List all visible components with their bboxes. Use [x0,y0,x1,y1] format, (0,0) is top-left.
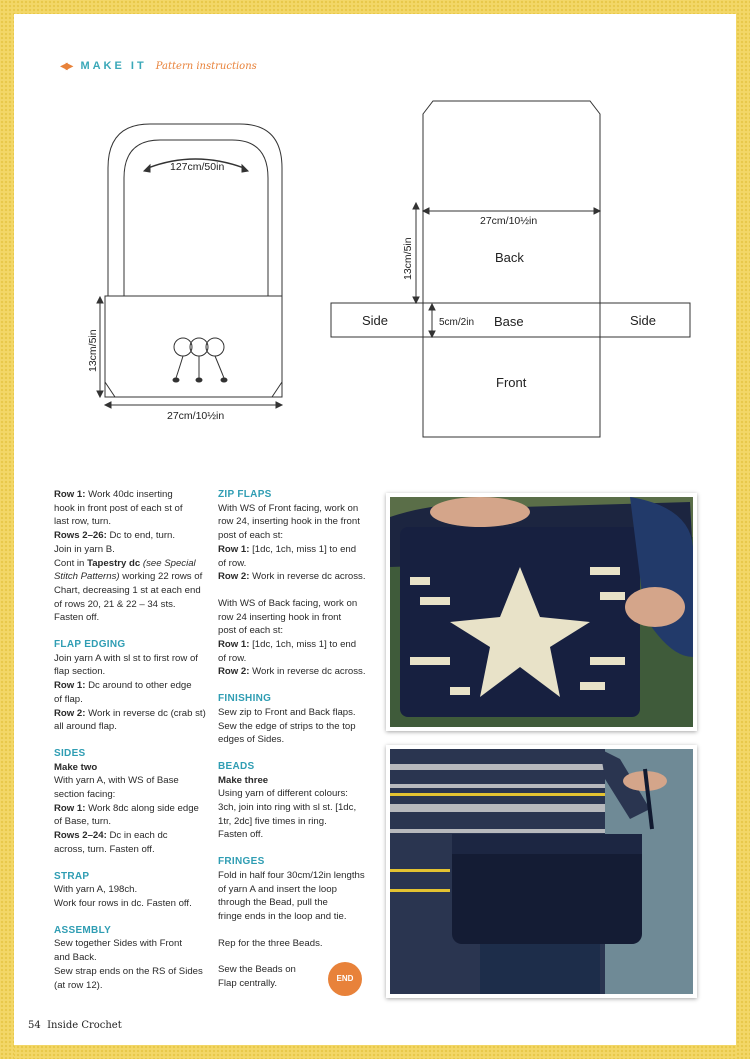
spacer [54,857,214,870]
body-text: post of each st: [218,530,284,542]
magazine-name: Inside Crochet [47,1020,122,1031]
instruction-line [54,897,214,911]
body-text: of row. [218,652,247,664]
instruction-line [54,598,214,612]
instruction-line [54,965,214,979]
section-heading: SIDES [54,747,86,759]
bold-text: Row 2: [218,666,250,678]
instruction-line [218,529,378,543]
body-text: (at row 12). [54,979,103,991]
body-text: row 24, inserting hook in the front [218,516,360,528]
section-heading: ZIP FLAPS [218,489,272,500]
instruction-line [54,515,214,529]
instruction-line [218,869,378,883]
page-footer [28,1020,122,1031]
body-text: Dc in each dc [106,830,168,842]
spacer [218,679,378,692]
instruction-line [54,543,214,557]
body-text: Using yarn of different colours: [218,788,348,800]
bold-text: Row 2: [54,707,86,719]
instruction-line [54,707,214,721]
body-text: and Back. [54,952,97,964]
body-text: hook in front post of each st of [54,502,183,514]
section-subtitle: Pattern instructions [155,61,257,72]
instruction-line [54,679,214,693]
spacer [218,924,378,937]
spacer [54,734,214,747]
instruction-line [54,979,214,993]
spacer [54,625,214,638]
instruction-line [218,502,378,516]
body-text: Fasten off. [54,612,100,624]
bold-text: Row 2: [218,571,250,583]
body-text: [1dc, 1ch, miss 1] to end [249,639,357,651]
spacer [218,950,378,963]
body-text: Dc around to other edge [85,680,192,692]
instruction-line [218,570,378,584]
body-text: Work in reverse dc across. [249,666,366,678]
body-text: through the Bead, pull the [218,897,328,909]
instruction-line [54,829,214,843]
body-text: Fold in half four 30cm/12in lengths [218,869,365,881]
body-text: of flap. [54,693,83,705]
body-text: across, turn. Fasten off. [54,843,155,855]
bag-width-label: 27cm/10½in [167,410,225,422]
instruction-line [218,638,378,652]
arrow-icon: ◀▶ [60,61,72,72]
side-right-label: Side [630,313,657,328]
body-text: Work 8dc along side edge [85,802,199,814]
bag-flap-photo [386,493,697,731]
body-text: flap section. [54,666,106,678]
instruction-line [54,774,214,788]
spacer [218,842,378,855]
instruction-line [218,733,378,747]
body-text: With WS of Back facing, work on [218,597,358,609]
section-heading: FRINGES [218,856,265,868]
body-text: section facing: [54,789,116,801]
body-text: Work 40dc inserting [85,489,173,500]
instruction-line [54,815,214,829]
instruction-line [218,883,378,897]
back-label: Back [495,250,524,265]
instruction-line [218,665,378,679]
bag-height-label: 13cm/5in [87,329,99,372]
instruction-line [218,896,378,910]
body-text: last row, turn. [54,516,112,528]
instruction-line [54,693,214,707]
instruction-line [218,624,378,638]
body-text: Dc to end, turn. [106,530,176,542]
section-heading: ASSEMBLY [54,924,112,936]
body-text: edges of Sides. [218,734,285,746]
instruction-line [54,720,214,734]
page-number: 54 [28,1020,41,1031]
spacer [218,584,378,597]
bold-text: Make two [54,761,98,773]
body-text: fringe ends in the loop and tie. [218,910,347,922]
body-text: Fasten off. [218,829,264,841]
instruction-line [54,557,214,571]
body-text: Cont in [54,557,88,569]
body-text: of rows 20, 21 & 22 – 34 sts. [54,598,176,610]
spacer [54,911,214,924]
instruction-line [54,611,214,625]
instruction-line [54,584,214,598]
body-text: of Base, turn. [54,816,112,828]
instruction-line [218,543,378,557]
page-border-bottom [0,1045,750,1059]
body-text: of yarn A and insert the loop [218,883,337,895]
bold-text: Make three [218,774,269,786]
strap-length-label: 127cm/50in [170,161,225,173]
instruction-line [218,774,378,788]
body-text: working 22 rows of [119,571,203,583]
instruction-line [54,665,214,679]
instruction-line [218,828,378,842]
instruction-line [54,802,214,816]
body-text: Chart, decreasing 1 st at each end [54,584,201,596]
instructions-column-2 [218,488,378,991]
instruction-line [54,652,214,666]
bold-text: Row 1: [218,543,250,555]
instruction-line [218,910,378,924]
section-heading: STRAP [54,870,90,882]
body-text: Work in reverse dc (crab st) [85,707,206,719]
body-text: Work in reverse dc across. [249,571,366,583]
instruction-line [218,787,378,801]
section-heading: FINISHING [218,693,272,705]
body-text: With yarn A, with WS of Base [54,775,179,787]
instruction-line [218,801,378,815]
bold-text: Rows 2–26: [54,530,107,542]
body-text: Sew the edge of strips to the top [218,720,356,732]
body-text: Join yarn A with sl st to first row of [54,652,198,664]
instruction-line [54,761,214,775]
section-title: MAKE IT [80,60,147,72]
bold-text: Row 1: [54,489,86,500]
body-text: post of each st: [218,625,284,637]
body-text: Sew together Sides with Front [54,938,182,950]
instruction-line [218,652,378,666]
instruction-line [54,883,214,897]
end-badge: END [328,962,362,996]
bold-text: Row 1: [54,680,86,692]
instruction-line [54,788,214,802]
front-label: Front [496,375,527,390]
bag-worn-photo [386,745,697,998]
instruction-line [218,937,378,951]
bold-text: Tapestry dc [87,557,141,569]
instruction-line [218,515,378,529]
instruction-line [54,951,214,965]
instruction-line [218,720,378,734]
instruction-line [218,557,378,571]
instruction-line [54,502,214,516]
body-text: 1tr, 2dc] five times in ring. [218,815,327,827]
net-height-label: 13cm/5in [402,237,414,280]
body-text: [1dc, 1ch, miss 1] to end [249,543,357,555]
body-text: With yarn A, 198ch. [54,884,138,896]
pattern-diagrams [0,0,750,470]
body-text: all around flap. [54,721,117,733]
body-text: Rep for the three Beads. [218,937,323,949]
italic-text: Stitch Patterns) [54,571,120,583]
instruction-line [218,597,378,611]
body-text: row 24 inserting hook in front [218,611,342,623]
section-heading: BEADS [218,760,255,772]
instruction-line [218,611,378,625]
instructions-column-1 [54,488,214,992]
instruction-line [54,843,214,857]
body-text: Flap centrally. [218,978,278,990]
bold-text: Rows 2–24: [54,830,107,842]
body-text: Sew strap ends on the RS of Sides [54,965,203,977]
body-text: Join in yarn B. [54,543,115,555]
instruction-line [54,488,214,502]
italic-text: (see Special [140,557,196,569]
spacer [218,747,378,760]
section-heading: FLAP EDGING [54,639,126,651]
net-width-label: 27cm/10½in [480,215,538,227]
base-depth-label: 5cm/2in [439,317,475,328]
body-text: Sew zip to Front and Back flaps. [218,706,356,718]
base-label: Base [494,314,524,329]
instruction-line [54,529,214,543]
body-text: of row. [218,557,247,569]
body-text: With WS of Front facing, work on [218,502,359,514]
body-text: Sew the Beads on [218,964,296,976]
instruction-line [218,815,378,829]
instruction-line [54,937,214,951]
instruction-line [218,706,378,720]
bold-text: Row 1: [54,802,86,814]
side-left-label: Side [362,313,389,328]
body-text: Work four rows in dc. Fasten off. [54,897,192,909]
bold-text: Row 1: [218,639,250,651]
instruction-line [54,570,214,584]
body-text: 3ch, join into ring with sl st. [1dc, [218,802,357,814]
